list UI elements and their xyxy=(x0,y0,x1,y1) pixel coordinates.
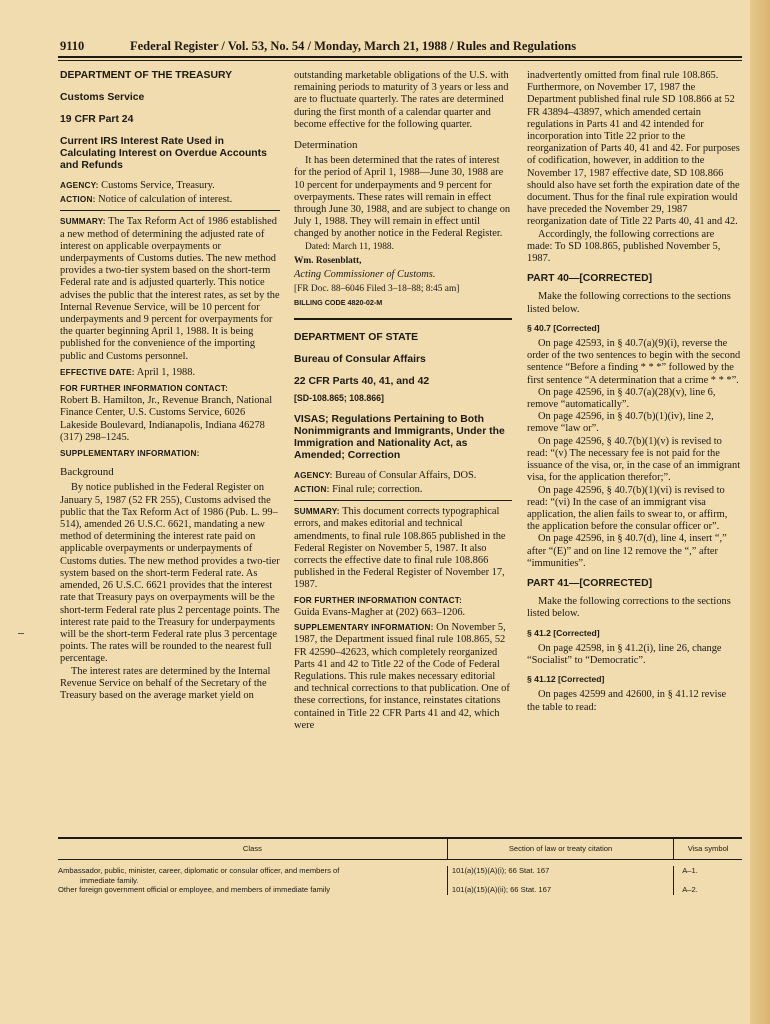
class-text-continued: immediate family. xyxy=(80,875,139,885)
contact-label: FOR FURTHER INFORMATION CONTACT: xyxy=(60,384,229,394)
contact-text-2: Guida Evans-Magher at (202) 663–1206. xyxy=(294,606,466,618)
symbol-cell: A–2. xyxy=(682,885,698,894)
supplementary-2 xyxy=(294,622,512,732)
action-label: ACTION: xyxy=(60,195,96,205)
billing-code: BILLING CODE 4820-02-M xyxy=(294,298,383,308)
determination-heading: Determination xyxy=(294,139,358,152)
effective-label: EFFECTIVE DATE: xyxy=(60,367,135,377)
contact-2 xyxy=(294,595,512,619)
citation-cell: 101(a)(15)(A)(ii); 66 Stat. 167 xyxy=(448,885,674,895)
subagency-heading-2: Bureau of Consular Affairs xyxy=(294,353,426,365)
dated-line: Dated: March 11, 1988. xyxy=(305,241,394,252)
section-40-7-item: On page 42596, in § 40.7(a)(28)(v), line 6, remove “automatically”. xyxy=(527,386,716,411)
cfr-heading-2: 22 CFR Parts 40, 41, and 42 xyxy=(294,375,430,387)
table-row xyxy=(58,885,742,895)
column-2 xyxy=(294,70,512,734)
page-number: 9110 xyxy=(60,39,85,53)
citation-cell: 101(a)(15)(A)(i); 66 Stat. 167 xyxy=(448,866,674,885)
section-41-12-text: On pages 42599 and 42600, in § 41.12 revise the table to read: xyxy=(527,689,727,713)
action-text-2: Final rule; correction. xyxy=(332,484,423,496)
signer-title: Acting Commissioner of Customs. xyxy=(294,269,436,281)
fr-doc-line: [FR Doc. 88–6046 Filed 3–18–88; 8:45 am] xyxy=(294,284,460,295)
symbol-cell: A–1. xyxy=(682,866,698,875)
column-header-class: Class xyxy=(58,839,448,859)
column-header-citation: Section of law or treaty citation xyxy=(448,839,674,859)
supplementary-label-line xyxy=(60,448,280,460)
part-40-intro: Make the following corrections to the sections listed below. xyxy=(527,291,731,315)
document-title-2: VISAS; Regulations Pertaining to Both Nonimmigrants and Immigrants, Under the Immigration and Nationality Act, as Amended; Correction xyxy=(294,413,505,461)
column-1 xyxy=(60,70,280,702)
document-separator xyxy=(294,318,512,320)
contact-label-2: FOR FURTHER INFORMATION CONTACT: xyxy=(294,595,463,605)
summary xyxy=(60,216,280,362)
page-header xyxy=(60,39,742,53)
running-head: Federal Register / Vol. 53, No. 54 / Monday, March 21, 1988 / Rules and Regulations xyxy=(130,39,577,53)
class-cell xyxy=(58,866,448,885)
agency-heading: DEPARTMENT OF THE TREASURY xyxy=(60,70,233,81)
part-41-heading: PART 41—[CORRECTED] xyxy=(527,577,653,589)
action-label-2: ACTION: xyxy=(294,485,330,495)
part-40-heading: PART 40—[CORRECTED] xyxy=(527,273,653,285)
supplementary-continued: inadvertently omitted from final rule 108.865. Furthermore, on November 17, 1987 the Department published final rule SD 108.866 at 52 FR 43894–43897, which amended certain regulations in Parts 41 and 42 intended for incorporation into Title 22 prior to the reorganization of Parts 40, 41 and 42. For purposes of codification, however, in addition to the November 17, 1987 effective date, SD 108.866 should also have set forth the expiration date of the document. Thus for the final rule expiration would have preceded the November 29, 1987 reorganization date of Title 22 Parts 40, 41 and 42. xyxy=(527,70,740,228)
contact xyxy=(60,383,280,444)
divider xyxy=(60,210,280,211)
section-40-7-item: On page 42596, in § 40.7(d), line 4, insert “,” after “(E)” and on line 12 remove the “,” after “immunities”. xyxy=(527,533,727,569)
supplementary-text-2: On November 5, 1987, the Department issued final rule 108.865, 52 FR 42590–42623, which completely reorganized Parts 41 and 42 to Title 22 of the Code of Federal Regulations. This rule makes necessary editorial and technical corrections to that publication. One of these corrections, for instance, reinstates citations contained in Title 22 CFR Parts 41 and 42, which were xyxy=(294,622,510,731)
docket-number: [SD-108.865; 108.866] xyxy=(294,392,384,403)
summary-text: The Tax Reform Act of 1986 established a new method of determining the adjusted rate of interest on applicable overpayments or underpayments of Customs duties. The new method provides a two-tier system based on the short-term Federal rate and is adjusted quarterly. This notice advises the public that the interest rates, as set by the Internal Revenue Service, will be 10 percent for underpayments and 9 percent for overpayments for the quarter beginning April 1, 1988. It is being published for the convenience of the importing public and Customs personnel. xyxy=(60,216,280,362)
action-line xyxy=(60,194,280,206)
section-41-12-heading: § 41.12 [Corrected] xyxy=(527,674,605,685)
section-40-7-heading: § 40.7 [Corrected] xyxy=(527,322,600,333)
agency-line-2 xyxy=(294,470,512,482)
class-cell xyxy=(58,885,448,895)
contact-text: Robert B. Hamilton, Jr., Revenue Branch, National Finance Center, U.S. Customs Service, 6026 Lakeside Boulevard, Indianapolis, Indiana 46278 (317) 298–1245. xyxy=(60,395,273,443)
header-rule xyxy=(58,56,742,58)
class-text: Other foreign government official or employee, and members of immediate family xyxy=(58,885,331,894)
summary-2 xyxy=(294,506,512,591)
agency-text-2: Bureau of Consular Affairs, DOS. xyxy=(335,469,477,481)
summary-label-2: SUMMARY: xyxy=(294,507,340,517)
section-41-2-text: On page 42598, in § 41.2(i), line 26, change “Socialist” to “Democratic”. xyxy=(527,642,722,666)
table-header-row xyxy=(58,839,742,860)
summary-label: SUMMARY: xyxy=(60,217,106,227)
background-heading: Background xyxy=(60,466,114,479)
summary-text-2: This document corrects typographical errors, and makes editorial and technical amendments, to final rule 108.865 published in the Federal Register on November 5, 1987. It also corrects the effective date to final rule 108.866 published in the Federal Register of November 17, 1987. xyxy=(294,506,506,591)
action-text: Notice of calculation of interest. xyxy=(98,194,233,206)
accordingly-paragraph: Accordingly, the following corrections are made: To SD 108.865, published November 5, 1987. xyxy=(527,228,721,265)
agency-label: AGENCY: xyxy=(60,181,99,190)
subagency-heading: Customs Service xyxy=(60,92,145,103)
section-40-7-item: On page 42596, § 40.7(b)(1)(v) is revised to read: “(v) The necessary fee is not paid for the issuance of the visa, or, in the case of an immigrant visa, for the application therefor;”. xyxy=(527,435,741,484)
section-40-7-item: On page 42596, § 40.7(b)(1)(vi) is revised to read: “(vi) In the case of an immigrant visa application, the alien fails to swear to, or affirm, the application before the consular officer or”. xyxy=(527,484,728,533)
column-header-symbol: Visa symbol xyxy=(687,844,729,854)
section-41-2-heading: § 41.2 [Corrected] xyxy=(527,627,600,638)
agency-text: Customs Service, Treasury. xyxy=(101,180,215,191)
agency-heading-2: DEPARTMENT OF STATE xyxy=(294,331,419,343)
class-text: Ambassador, public, minister, career, diplomatic or consular officer, and members of xyxy=(58,866,340,875)
effective-text: April 1, 1988. xyxy=(136,366,196,378)
agency-line xyxy=(60,180,280,192)
signer-name: Wm. Rosenblatt, xyxy=(294,255,362,266)
background-paragraph-2: The interest rates are determined by the Internal Revenue Service on behalf of the Secretary of the Treasury based on the average market yield on xyxy=(60,665,271,701)
column-3 xyxy=(527,70,741,714)
document-title: Current IRS Interest Rate Used in Calculating Interest on Overdue Accounts and Refunds xyxy=(60,136,267,171)
table-row xyxy=(58,866,742,885)
visa-class-table xyxy=(58,837,742,895)
part-41-intro: Make the following corrections to the sections listed below. xyxy=(527,596,731,620)
header-rule-thin xyxy=(58,60,742,61)
effective-date xyxy=(60,367,280,379)
background-paragraph-1: By notice published in the Federal Register on January 5, 1987 (52 FR 255), Customs advised the public that the Tax Reform Act of 1986 (Pub. L. 99–514), amended 26 U.S.C. 6621, mandating a new method of determining the interest rate paid on applicable overpayments or underpayments of Customs duties. The new method provides a two-tier system based on the short-term Federal rate. As amended, 26 U.S.C. 6621 provides that the interest rate that Treasury pays on overpayments will be the short-term Federal rate plus 2 percentage points. The interest rate paid to the Treasury for underpayments will be the short-term Federal rate plus 3 percentage points. The rates will be rounded to the nearest full percentage. xyxy=(60,482,280,665)
section-40-7-item: On page 42593, in § 40.7(a)(9)(i), reverse the order of the two sentences to begin with the second sentence “Before a finding * * *” followed by the first sentence “A determination that a crime * * *”. xyxy=(527,338,741,386)
section-40-7-item: On page 42596, in § 40.7(b)(1)(iv), line 2, remove “law or”. xyxy=(527,411,714,435)
page-edge-shadow xyxy=(750,0,770,1024)
divider-2 xyxy=(294,500,512,501)
margin-mark xyxy=(18,633,24,634)
action-line-2 xyxy=(294,484,512,496)
background-continued: outstanding marketable obligations of the U.S. with remaining periods to maturity of 3 years or less and are to fluctuate quarterly. The rates are determined during the first month of a calendar quarter and become effective for the following quarter. xyxy=(294,70,509,130)
determination-paragraph: It has been determined that the rates of interest for the period of April 1, 1988—June 30, 1988 are 10 percent for underpayments and 9 percent for overpayments. These rates will remain in effect through June 30, 1988, and are subject to change on July 1, 1988. They will remain in effect until changed by another notice in the Federal Register. xyxy=(294,155,511,240)
supplementary-label: SUPPLEMENTARY INFORMATION: xyxy=(60,449,200,459)
cfr-heading: 19 CFR Part 24 xyxy=(60,114,134,125)
supplementary-label-2: SUPPLEMENTARY INFORMATION: xyxy=(294,623,434,633)
agency-label-2: AGENCY: xyxy=(294,470,333,480)
